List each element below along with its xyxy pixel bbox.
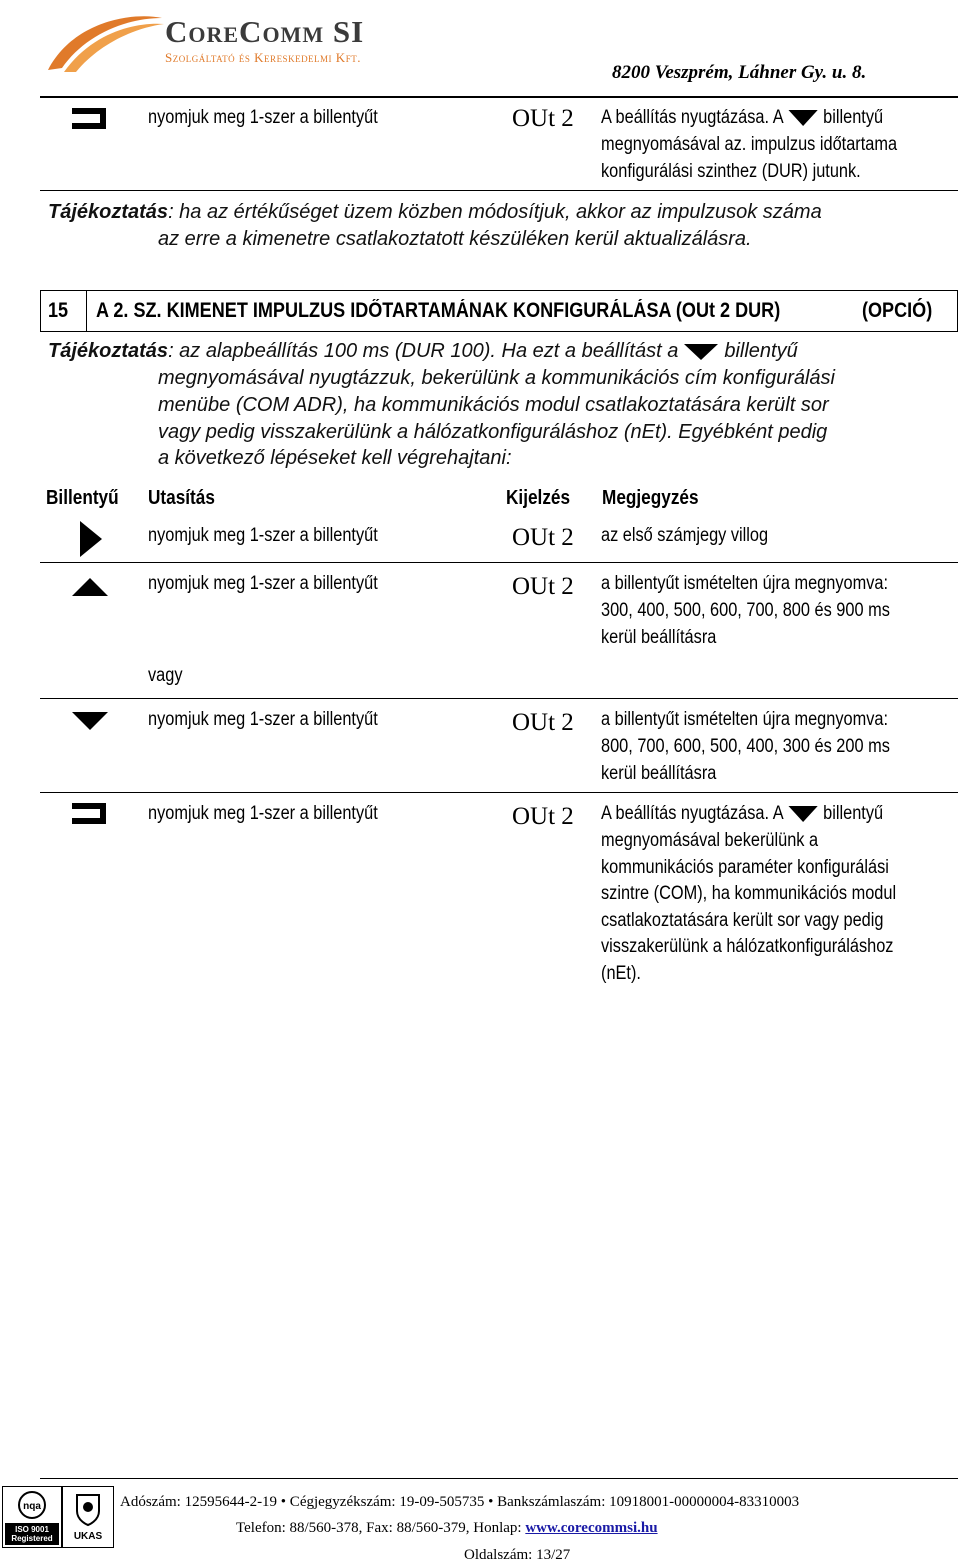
- note-line: megnyomásával az. impulzus időtartama: [601, 134, 898, 155]
- table-header-display: Kijelzés: [506, 487, 571, 509]
- table-header-note: Megjegyzés: [602, 487, 699, 509]
- info-text: megnyomásával nyugtázzuk, bekerülünk a kommunikációs cím konfigurálási: [158, 367, 835, 389]
- note-line: megnyomásával bekerülünk a: [601, 830, 819, 851]
- info-text: az erre a kimenetre csatlakoztatott készüléken kerül aktualizálásra.: [158, 228, 752, 250]
- note-line: szintre (COM), ha kommunikációs modul: [601, 883, 897, 904]
- section-number: 15: [48, 299, 69, 322]
- info-text: : az alapbeállítás 100 ms (DUR 100). Ha ezt a beállítást a: [168, 340, 679, 362]
- ukas-badge-text: UKAS: [73, 1531, 103, 1542]
- display-value: OUt 2: [512, 573, 574, 600]
- note-line: (nEt).: [601, 963, 641, 984]
- note-line: csatlakoztatására került sor vagy pedig: [601, 910, 884, 931]
- page-number: Oldalszám: 13/27: [464, 1547, 571, 1563]
- footer-contact-text: Telefon: 88/560-378, Fax: 88/560-379, Honlap:: [236, 1520, 526, 1536]
- iso-badge-text: ISO 9001 Registered: [11, 1525, 53, 1543]
- note-line: [601, 104, 883, 131]
- note-line: kerül beállításra: [601, 627, 717, 648]
- note-line: visszakerülünk a hálózatkonfiguráláshoz: [601, 936, 894, 957]
- row-divider: [40, 698, 958, 699]
- row-divider: [40, 190, 958, 191]
- info-text: billentyű: [724, 340, 798, 362]
- note-line: a billentyűt ismételten újra megnyomva:: [601, 709, 888, 730]
- note-line: az első számjegy villog: [601, 525, 769, 546]
- instruction-text: nyomjuk meg 1-szer a billentyűt: [148, 803, 378, 824]
- note-line: konfigurálási szinthez (DUR) jutunk.: [601, 161, 861, 182]
- down-arrow-icon: [789, 110, 818, 126]
- info-text: vagy pedig visszakerülünk a hálózatkonfiguráláshoz (nEt). Egyébként pedig: [158, 421, 828, 443]
- info-text: a következő lépéseket kell végrehajtani:: [158, 447, 512, 469]
- header-rule: [40, 96, 958, 98]
- note-text: A beállítás nyugtázása. A: [601, 803, 784, 824]
- info-label: Tájékoztatás: [48, 201, 169, 223]
- note-text: billentyű: [823, 803, 884, 824]
- brand-subtitle: Szolgáltató és Kereskedelmi Kft.: [165, 50, 361, 65]
- alternative-text: vagy: [148, 665, 183, 686]
- section-option: (OPCIÓ): [862, 299, 933, 322]
- info-paragraph: [48, 338, 798, 364]
- svg-text:nqa: nqa: [23, 1501, 41, 1512]
- footer-rule: [40, 1478, 958, 1479]
- table-header-key: Billentyű: [46, 487, 119, 509]
- right-arrow-icon: [80, 521, 102, 562]
- down-arrow-icon: [684, 344, 718, 360]
- instruction-text: nyomjuk meg 1-szer a billentyűt: [148, 709, 378, 730]
- display-value: OUt 2: [512, 105, 574, 132]
- note-text: A beállítás nyugtázása. A: [601, 107, 784, 128]
- instruction-text: nyomjuk meg 1-szer a billentyűt: [148, 525, 378, 546]
- note-line: [601, 800, 883, 827]
- display-value: OUt 2: [512, 524, 574, 551]
- enter-key-icon: [72, 108, 108, 137]
- iso-badge: [2, 1486, 62, 1548]
- down-arrow-icon: [72, 712, 108, 735]
- footer-contact: [236, 1518, 658, 1538]
- enter-key-icon: [72, 803, 108, 832]
- website-link[interactable]: www.corecommsi.hu: [525, 1520, 658, 1536]
- row-divider: [40, 562, 958, 563]
- ukas-badge: [62, 1486, 114, 1548]
- info-paragraph: [48, 199, 822, 225]
- section-title: A 2. SZ. KIMENET IMPULZUS IDŐTARTAMÁNAK KONFIGURÁLÁSA (OUt 2 DUR): [96, 299, 781, 322]
- footer-registration: Adószám: 12595644-2-19 • Cégjegyzékszám: 19-09-505735 • Bankszámlaszám: 10918001-00000004-83310003: [120, 1494, 800, 1510]
- row-divider: [40, 792, 958, 793]
- down-arrow-icon: [789, 806, 818, 822]
- instruction-text: nyomjuk meg 1-szer a billentyűt: [148, 573, 378, 594]
- note-line: 300, 400, 500, 600, 700, 800 és 900 ms: [601, 600, 890, 621]
- note-line: a billentyűt ismételten újra megnyomva:: [601, 573, 888, 594]
- company-address: 8200 Veszprém, Láhner Gy. u. 8.: [612, 62, 867, 83]
- brand-name: CoreComm SI: [165, 14, 365, 49]
- note-line: 800, 700, 600, 500, 400, 300 és 200 ms: [601, 736, 890, 757]
- display-value: OUt 2: [512, 709, 574, 736]
- section-divider: [86, 290, 87, 332]
- info-text: : ha az értékűséget üzem közben módosítjuk, akkor az impulzusok száma: [168, 201, 822, 223]
- note-line: kommunikációs paraméter konfigurálási: [601, 857, 889, 878]
- info-text: menübe (COM ADR), ha kommunikációs modul csatlakoztatására került sor: [158, 394, 829, 416]
- table-header-instruction: Utasítás: [148, 487, 215, 509]
- note-line: kerül beállításra: [601, 763, 717, 784]
- note-text: billentyű: [823, 107, 884, 128]
- info-label: Tájékoztatás: [48, 340, 169, 362]
- display-value: OUt 2: [512, 803, 574, 830]
- instruction-text: nyomjuk meg 1-szer a billentyűt: [148, 107, 378, 128]
- up-arrow-icon: [72, 578, 108, 601]
